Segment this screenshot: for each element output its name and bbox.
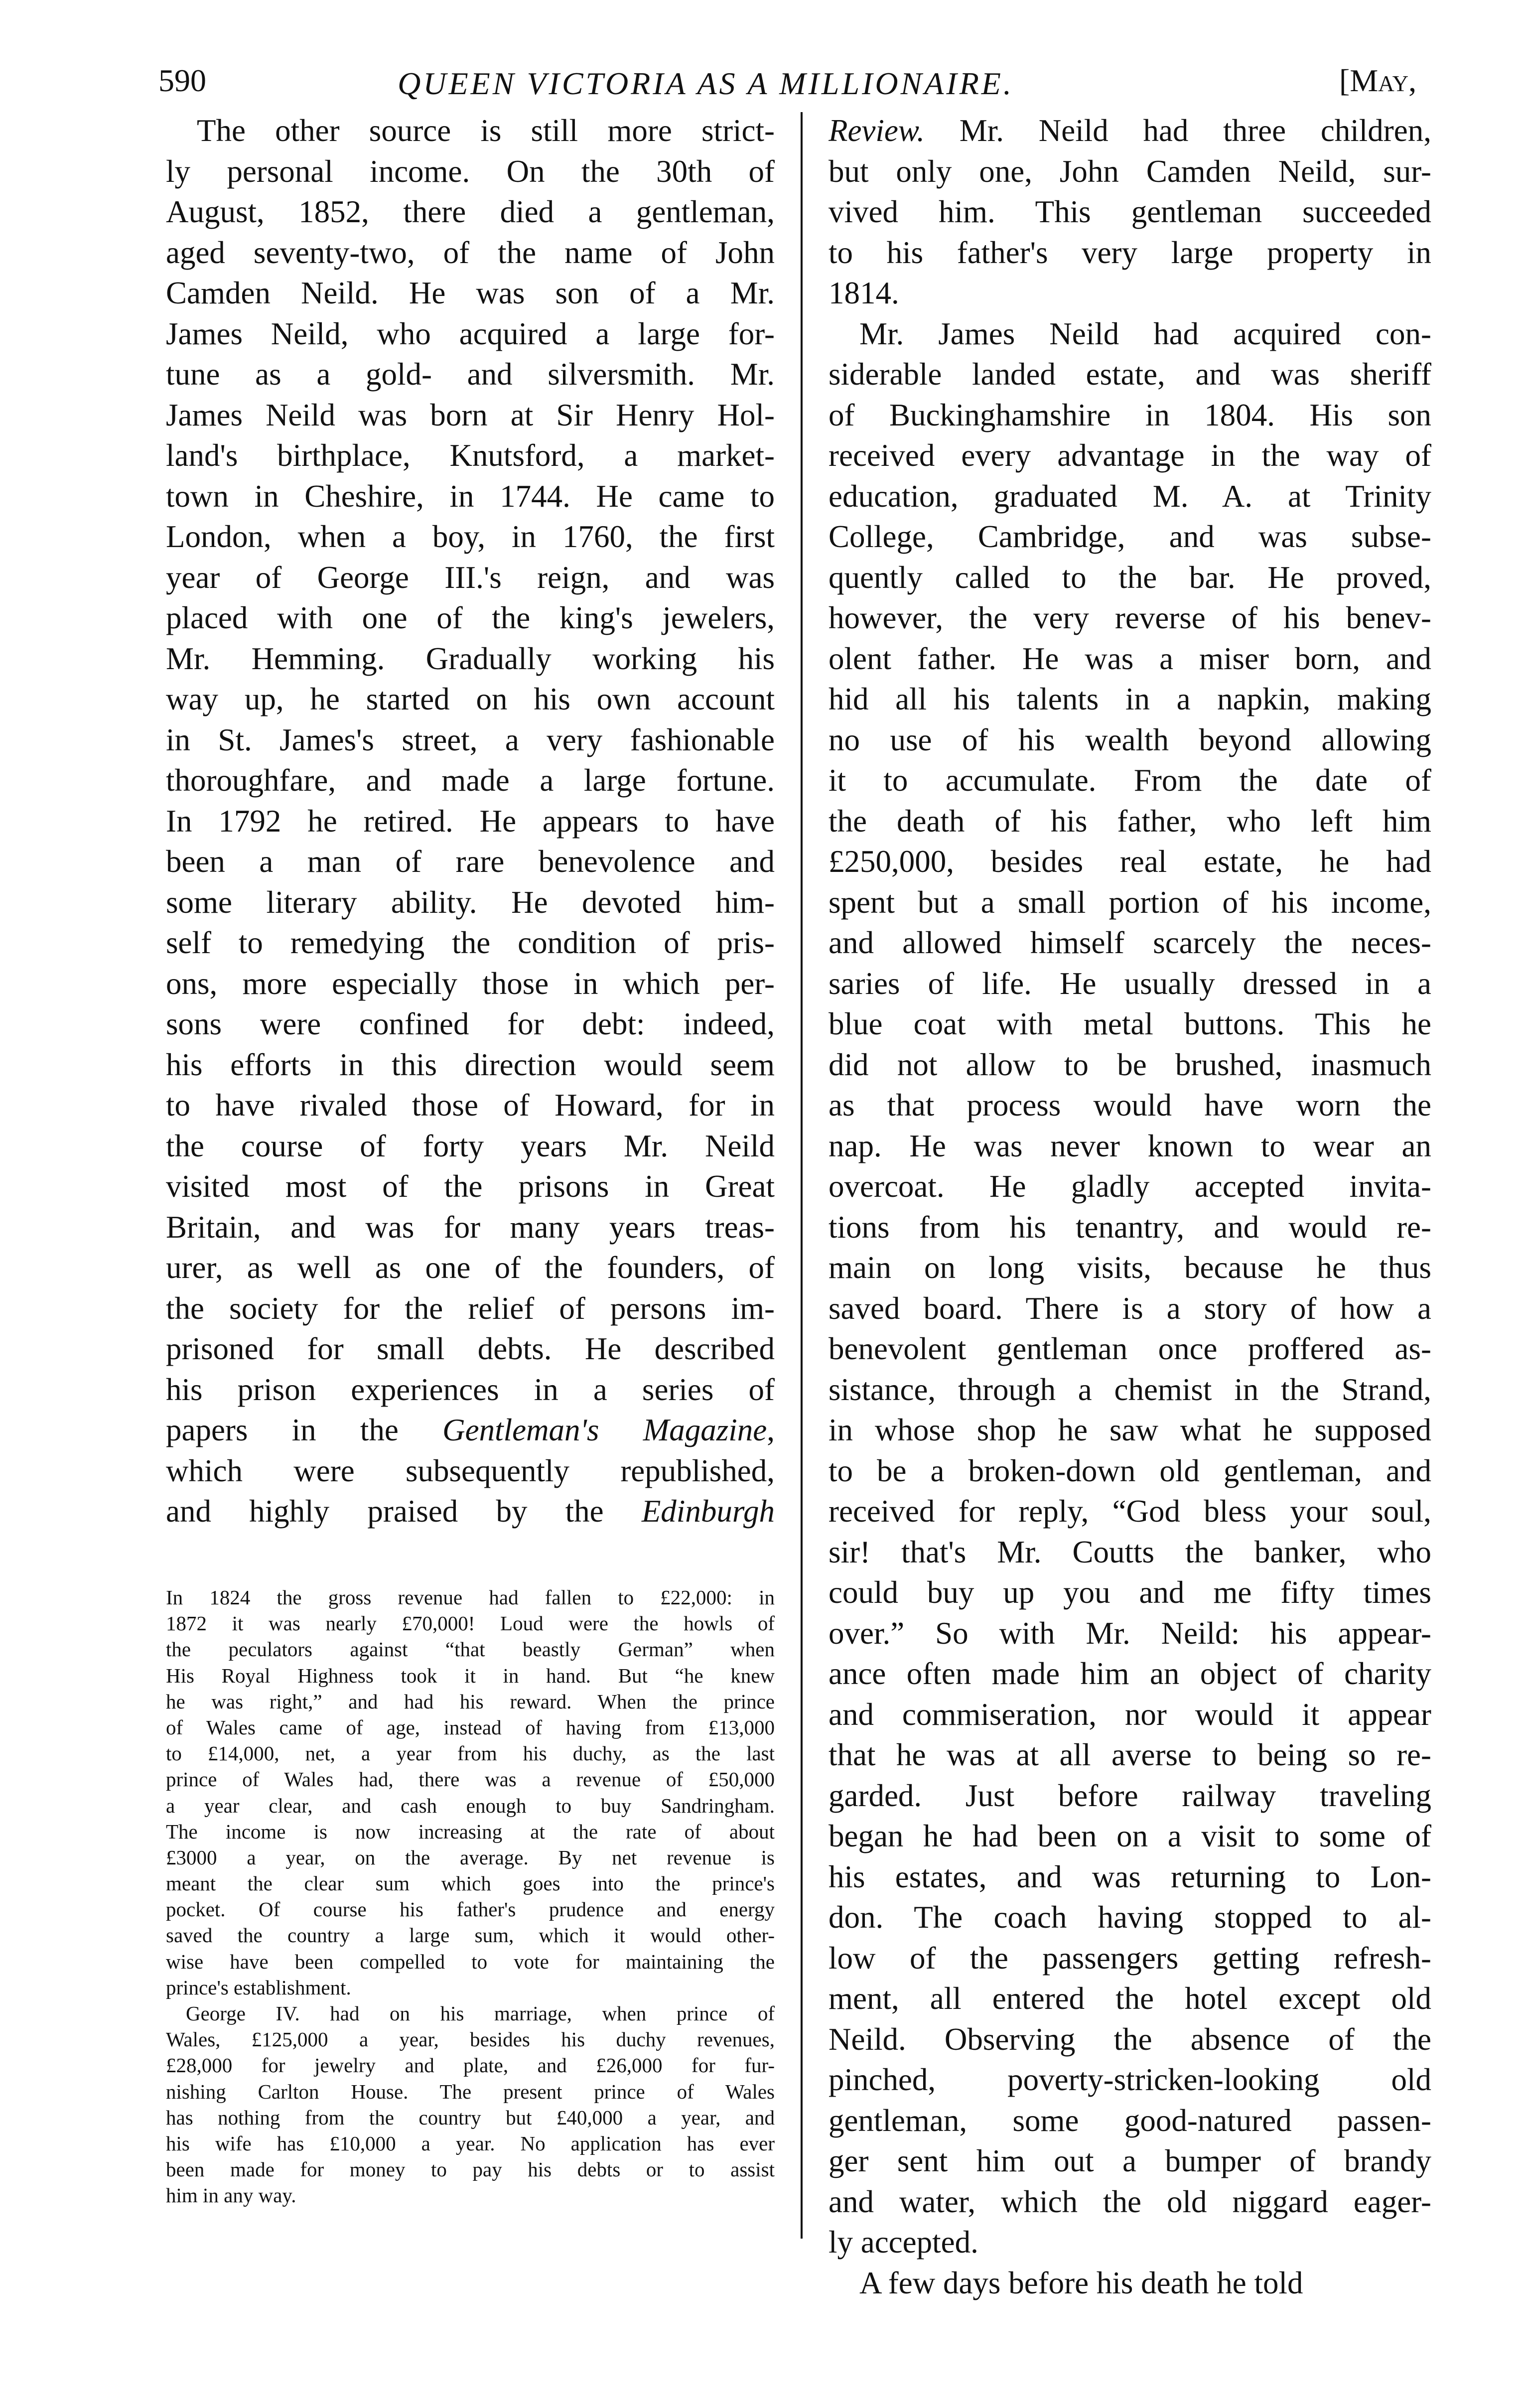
line-text: self to remedying the condition of pris- [166, 925, 775, 960]
text-line [829, 1248, 1431, 1288]
text-line [166, 1248, 775, 1288]
line-text: the course of forty years Mr. Neild [166, 1128, 775, 1163]
text-line [166, 720, 775, 761]
footnote-line [166, 1844, 775, 1870]
text-line [829, 1938, 1431, 1979]
footnote-line [166, 2000, 775, 2026]
line-text: been a man of rare benevolence and [166, 844, 775, 879]
text-line [829, 435, 1431, 476]
text-line [829, 760, 1431, 801]
line-text: vived him. This gentleman succeeded [829, 194, 1431, 229]
text-line [829, 801, 1431, 842]
line-text: meant the clear sum which goes into the prince's [166, 1872, 775, 1895]
line-text: A few days before his death he told [859, 2265, 1303, 2300]
line-text: low of the passengers getting refresh- [829, 1940, 1431, 1976]
text-line [166, 354, 775, 395]
line-text: spent but a small portion of his income, [829, 884, 1431, 920]
text-line [166, 476, 775, 517]
text-line [829, 1004, 1431, 1045]
footnote-line [166, 1584, 775, 1610]
line-text: 1872 it was nearly £70,000! Loud were the howls of [166, 1612, 775, 1635]
text-line [829, 273, 1431, 314]
line-text: the society for the relief of persons im- [166, 1290, 775, 1326]
line-text: nishing Carlton House. The present prince of Wales [166, 2080, 775, 2103]
text-line [829, 1776, 1431, 1817]
line-text: ger sent him out a bumper of brandy [829, 2143, 1431, 2178]
text-line [829, 2101, 1431, 2141]
text-line [829, 233, 1431, 274]
line-text: In 1792 he retired. He appears to have [166, 803, 775, 839]
text-line [166, 639, 775, 680]
text-line [829, 2060, 1431, 2101]
running-title-text: QUEEN VICTORIA AS A MILLIONAIRE. [398, 66, 1014, 101]
italic-title: Edinburgh [641, 1494, 775, 1529]
line-text: Mr. James Neild had acquired con- [859, 316, 1431, 351]
line-text: did not allow to be brushed, inasmuch [829, 1047, 1431, 1082]
text-line [166, 760, 775, 801]
text-line [829, 2182, 1431, 2223]
text-line [166, 842, 775, 882]
line-text: and allowed himself scarcely the neces- [829, 925, 1431, 960]
line-text: 1814. [829, 276, 899, 310]
line-text: papers in the [166, 1413, 443, 1447]
line-text: £3000 a year, on the average. By net revenue is [166, 1845, 775, 1869]
text-line [829, 598, 1431, 639]
line-text: garded. Just before railway traveling [829, 1778, 1431, 1813]
line-text: quently called to the bar. He proved, [829, 560, 1431, 595]
text-line [166, 801, 775, 842]
text-line [829, 964, 1431, 1004]
footnote-line [166, 2026, 775, 2052]
line-text: he was right,” and had his reward. When the prince [166, 1690, 775, 1713]
line-text: his wife has £10,000 a year. No application has ever [166, 2131, 775, 2155]
text-line [829, 2263, 1431, 2304]
text-line [829, 2222, 1431, 2263]
text-line [166, 1451, 775, 1492]
line-text: prince of Wales had, there was a revenue of £50,000 [166, 1768, 775, 1791]
line-text: been made for money to pay his debts or to assist [166, 2158, 775, 2181]
line-text: year of George III.'s reign, and was [166, 560, 775, 595]
footnote-line [166, 2182, 775, 2208]
line-text: and commiseration, nor would it appear [829, 1697, 1431, 1732]
line-text: The other source is still more strict- [197, 113, 775, 148]
text-line [829, 1126, 1431, 1167]
line-text: Britain, and was for many years treas- [166, 1209, 775, 1245]
text-line [829, 1532, 1431, 1573]
line-text: that he was at all averse to being so re- [829, 1737, 1431, 1772]
line-text: thoroughfare, and made a large fortune. [166, 763, 775, 798]
line-text: to have rivaled those of Howard, for in [166, 1088, 775, 1123]
line-text: to £14,000, net, a year from his duchy, as the last [166, 1742, 775, 1765]
text-line [166, 964, 775, 1004]
line-text: education, graduated M. A. at Trinity [829, 478, 1431, 514]
line-text: overcoat. He gladly accepted invita- [829, 1169, 1431, 1204]
line-text: pocket. Of course his father's prudence and energy [166, 1898, 775, 1921]
text-line [166, 1370, 775, 1411]
line-text: of Wales came of age, instead of having from £13,000 [166, 1715, 775, 1739]
line-text: ly personal income. On the 30th of [166, 153, 775, 189]
line-text: ly accepted. [829, 2225, 978, 2260]
text-line [166, 598, 775, 639]
footnote-line [166, 2079, 775, 2105]
text-line [829, 354, 1431, 395]
text-line [829, 1451, 1431, 1492]
line-text: but only one, John Camden Neild, sur- [829, 153, 1431, 189]
text-line [829, 720, 1431, 761]
line-text: placed with one of the king's jewelers, [166, 600, 775, 635]
footnote-line [166, 1949, 775, 1975]
text-line [829, 1857, 1431, 1898]
footnote-line [166, 1636, 775, 1662]
line-text: tions from his tenantry, and would re- [829, 1209, 1431, 1245]
footnote-line [166, 1870, 775, 1896]
text-line [829, 111, 1431, 151]
text-line [829, 1654, 1431, 1695]
line-text: £250,000, besides real estate, he had [829, 844, 1431, 879]
line-text: hid all his talents in a napkin, making [829, 682, 1431, 716]
text-line [166, 923, 775, 964]
line-text-after: , [767, 1413, 775, 1447]
line-text: nap. He was never known to wear an [829, 1128, 1431, 1163]
line-text: could buy up you and me fifty times [829, 1575, 1431, 1610]
text-line [166, 111, 775, 151]
text-line [829, 923, 1431, 964]
footnote-line [166, 1819, 775, 1844]
right-column [829, 111, 1431, 2303]
text-line [829, 476, 1431, 517]
text-line [166, 1207, 775, 1248]
text-line [166, 1045, 775, 1086]
line-text: the peculators against “that beastly German” when [166, 1638, 775, 1661]
line-text: saved board. There is a story of how a [829, 1290, 1431, 1326]
line-text: a year clear, and cash enough to buy Sandringham. [166, 1794, 775, 1817]
line-text: gentleman, some good-natured passen- [829, 2103, 1431, 2138]
line-text: and water, which the old niggard eager- [829, 2184, 1431, 2219]
text-line [829, 1613, 1431, 1654]
line-text: siderable landed estate, and was sheriff [829, 357, 1431, 392]
text-line [829, 517, 1431, 558]
left-column [166, 111, 775, 1532]
text-line [166, 314, 775, 355]
text-line [166, 151, 775, 192]
footnote-line [166, 1663, 775, 1689]
footnote [166, 1584, 775, 2209]
text-line [829, 1085, 1431, 1126]
text-line [166, 517, 775, 558]
text-line [829, 1045, 1431, 1086]
line-text: £28,000 for jewelry and plate, and £26,000 for fur- [166, 2054, 775, 2077]
text-line [166, 1085, 775, 1126]
text-line [829, 1329, 1431, 1370]
line-text: him in any way. [166, 2184, 296, 2207]
line-text: George IV. had on his marriage, when prince of [186, 2002, 775, 2025]
text-line [829, 2141, 1431, 2182]
line-text: ons, more especially those in which per- [166, 966, 775, 1001]
line-text: main on long visits, because he thus [829, 1250, 1431, 1285]
page-number: 590 [158, 63, 206, 98]
line-text: way up, he started on his own account [166, 682, 775, 716]
text-line [166, 1166, 775, 1207]
text-line [166, 1410, 775, 1451]
line-text: His Royal Highness took it in hand. But “he knew [166, 1664, 775, 1687]
text-line [166, 558, 775, 598]
line-text: wise have been compelled to vote for maintaining the [166, 1950, 775, 1973]
text-line [829, 1491, 1431, 1532]
line-text: don. The coach having stopped to al- [829, 1900, 1431, 1935]
line-text: Mr. Hemming. Gradually working his [166, 641, 775, 676]
line-text: prince's establishment. [166, 1976, 351, 1999]
text-line [829, 558, 1431, 598]
line-text: sir! that's Mr. Coutts the banker, who [829, 1534, 1431, 1569]
line-text: College, Cambridge, and was subse- [829, 519, 1431, 554]
line-text: to his father's very large property in [829, 235, 1431, 270]
text-line [829, 1166, 1431, 1207]
line-text: visited most of the prisons in Great [166, 1169, 775, 1204]
line-text: blue coat with metal buttons. This he [829, 1006, 1431, 1041]
text-line [166, 882, 775, 923]
line-text: some literary ability. He devoted him- [166, 884, 775, 920]
line-text: saries of life. He usually dressed in a [829, 966, 1431, 1001]
text-line [166, 1491, 775, 1532]
text-line [829, 2019, 1431, 2060]
line-text: sons were confined for debt: indeed, [166, 1006, 775, 1041]
line-text: James Neild was born at Sir Henry Hol- [166, 397, 775, 432]
line-text: James Neild, who acquired a large for- [166, 316, 775, 351]
line-text: his efforts in this direction would seem [166, 1047, 775, 1082]
line-text: has nothing from the country but £40,000 a year, and [166, 2106, 775, 2129]
line-text: in St. James's street, a very fashionable [166, 722, 775, 757]
text-line [166, 679, 775, 720]
line-text: began he had been on a visit to some of [829, 1819, 1431, 1853]
italic-title: Gentleman's Magazine [442, 1413, 767, 1447]
line-text: the death of his father, who left him [829, 803, 1431, 839]
line-text: benevolent gentleman once proffered as- [829, 1331, 1431, 1366]
footnote-line [166, 2052, 775, 2078]
text-line [829, 1897, 1431, 1938]
line-text: received every advantage in the way of [829, 438, 1431, 473]
footnote-line [166, 1922, 775, 1948]
text-line [829, 1816, 1431, 1857]
text-line [166, 1288, 775, 1329]
line-text: In 1824 the gross revenue had fallen to £22,000: in [166, 1586, 775, 1609]
text-line [166, 233, 775, 274]
line-text: it to accumulate. From the date of [829, 763, 1431, 798]
line-text: land's birthplace, Knutsford, a market- [166, 438, 775, 473]
text-line [829, 1410, 1431, 1451]
text-line [166, 395, 775, 436]
text-line [829, 1735, 1431, 1776]
text-line [166, 1126, 775, 1167]
line-text: town in Cheshire, in 1744. He came to [166, 478, 775, 514]
text-line [166, 435, 775, 476]
line-text: sistance, through a chemist in the Strand, [829, 1372, 1431, 1407]
footnote-line [166, 2130, 775, 2156]
text-line [829, 882, 1431, 923]
footnote-line [166, 2156, 775, 2182]
text-line [166, 192, 775, 233]
footnote-line [166, 1766, 775, 1792]
footnote-line [166, 2105, 775, 2130]
line-text: however, the very reverse of his benev- [829, 600, 1431, 635]
text-line [166, 1004, 775, 1045]
line-text: pinched, poverty-stricken-looking old [829, 2062, 1431, 2097]
text-line [829, 1979, 1431, 2019]
footnote-line [166, 1975, 775, 2000]
line-text: Camden Neild. He was son of a Mr. [166, 276, 775, 310]
line-text: August, 1852, there died a gentleman, [166, 194, 775, 229]
line-text: in whose shop he saw what he supposed [829, 1413, 1431, 1447]
text-line [829, 192, 1431, 233]
footnote-line [166, 1610, 775, 1636]
line-text: The income is now increasing at the rate of about [166, 1820, 775, 1843]
column-divider [801, 112, 803, 2239]
line-text: over.” So with Mr. Neild: his appear- [829, 1615, 1431, 1651]
text-line [829, 1572, 1431, 1613]
footnote-line [166, 1714, 775, 1740]
text-line [829, 151, 1431, 192]
text-line [166, 1329, 775, 1370]
line-text: urer, as well as one of the founders, of [166, 1250, 775, 1285]
footnote-line [166, 1740, 775, 1766]
italic-title: Review. [829, 113, 925, 148]
line-text: London, when a boy, in 1760, the first [166, 519, 775, 554]
footnote-line [166, 1896, 775, 1922]
line-text: Wales, £125,000 a year, besides his duchy revenues, [166, 2028, 775, 2051]
line-text: of Buckinghamshire in 1804. His son [829, 397, 1431, 432]
footnote-line [166, 1793, 775, 1819]
line-text: which were subsequently republished, [166, 1453, 775, 1488]
text-line [829, 395, 1431, 436]
line-text: prisoned for small debts. He described [166, 1331, 775, 1366]
line-text-after: Mr. Neild had three children, [924, 113, 1431, 148]
footnote-line [166, 1689, 775, 1714]
running-title [0, 59, 1521, 119]
line-text: as that process would have worn the [829, 1088, 1431, 1123]
text-line [829, 639, 1431, 680]
text-line [829, 1288, 1431, 1329]
line-text: to be a broken-down old gentleman, and [829, 1453, 1431, 1488]
text-line [829, 1207, 1431, 1248]
month-marker: [May, [1339, 63, 1417, 98]
line-text: Neild. Observing the absence of the [829, 2021, 1431, 2057]
text-line [829, 314, 1431, 355]
text-line [829, 842, 1431, 882]
line-text: received for reply, “God bless your soul, [829, 1494, 1431, 1529]
text-line [829, 679, 1431, 720]
line-text: aged seventy-two, of the name of John [166, 235, 775, 270]
line-text: his estates, and was returning to Lon- [829, 1859, 1431, 1894]
line-text: ance often made him an object of charity [829, 1656, 1431, 1691]
line-text: ment, all entered the hotel except old [829, 1981, 1431, 2016]
text-line [166, 273, 775, 314]
text-line [829, 1370, 1431, 1411]
line-text: olent father. He was a miser born, and [829, 641, 1431, 676]
line-text: and highly praised by the [166, 1494, 642, 1529]
text-line [829, 1695, 1431, 1735]
line-text: tune as a gold- and silversmith. Mr. [166, 357, 775, 392]
line-text: his prison experiences in a series of [166, 1372, 775, 1407]
line-text: saved the country a large sum, which it would other- [166, 1924, 775, 1947]
line-text: no use of his wealth beyond allowing [829, 722, 1431, 757]
